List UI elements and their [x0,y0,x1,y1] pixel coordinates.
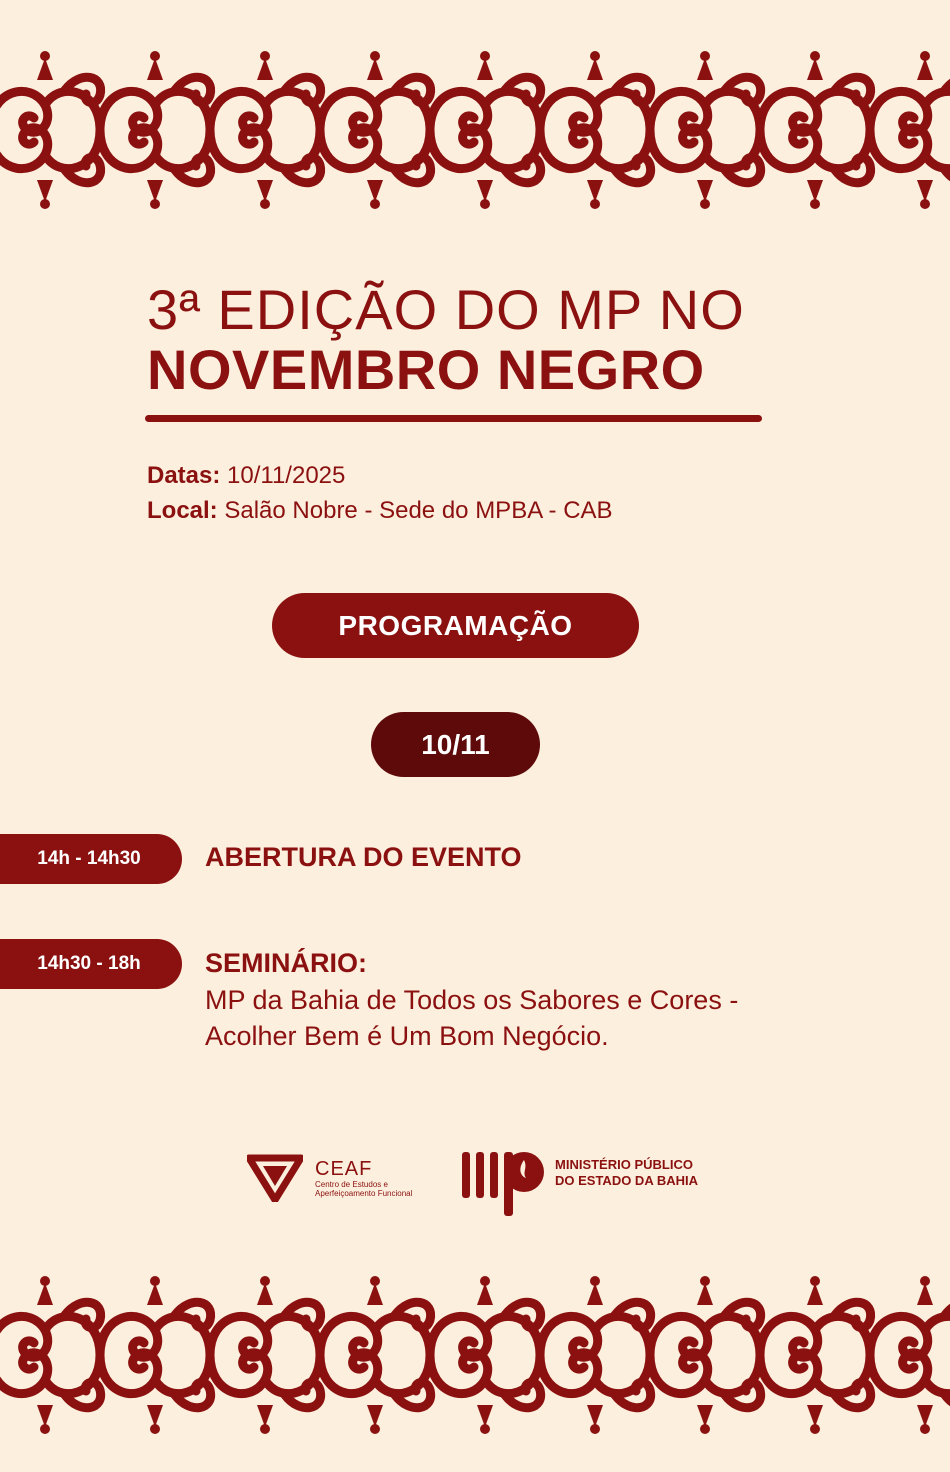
bottom-ornament-border [0,1275,950,1435]
location-row [147,493,613,528]
event-title [147,280,745,400]
mp-logo [460,1148,720,1218]
program-pill: PROGRAMAÇÃO [272,593,639,658]
schedule-description-2-line2: Acolher Bem é Um Bom Negócio. [205,1021,609,1051]
dates-row [147,458,613,493]
schedule-time-1: 14h - 14h30 [0,834,182,884]
dates-value: 10/11/2025 [227,462,346,489]
event-info [147,458,613,528]
schedule-title-1: ABERTURA DO EVENTO [205,842,522,872]
mp-emblem-icon [460,1148,546,1218]
dates-label: Datas: [147,462,221,489]
event-title-line1: 3ª EDIÇÃO DO MP NO [147,278,745,341]
schedule-time-2: 14h30 - 18h [0,939,182,989]
event-title-line2: NOVEMBRO NEGRO [147,338,705,401]
top-ornament-border [0,50,950,210]
ceaf-emblem-icon [247,1152,303,1202]
ceaf-logo [247,1150,437,1205]
day-pill: 10/11 [371,712,540,777]
location-label: Local: [147,497,218,524]
ceaf-name: CEAF [315,1158,373,1180]
mp-name-line2: DO ESTADO DA BAHIA [555,1173,698,1188]
ceaf-subtitle [315,1180,412,1198]
schedule-title-2: SEMINÁRIO: [205,948,367,978]
mp-name-line1: MINISTÉRIO PÚBLICO [555,1157,693,1172]
ceaf-subtitle-line1: Centro de Estudos e [315,1180,388,1189]
ceaf-subtitle-line2: Aperfeiçoamento Funcional [315,1189,413,1198]
mp-name [555,1157,698,1189]
title-divider [145,415,762,422]
schedule-description-2 [205,982,738,1054]
location-value: Salão Nobre - Sede do MPBA - CAB [224,497,613,524]
schedule-description-2-line1: MP da Bahia de Todos os Sabores e Cores - [205,985,739,1015]
